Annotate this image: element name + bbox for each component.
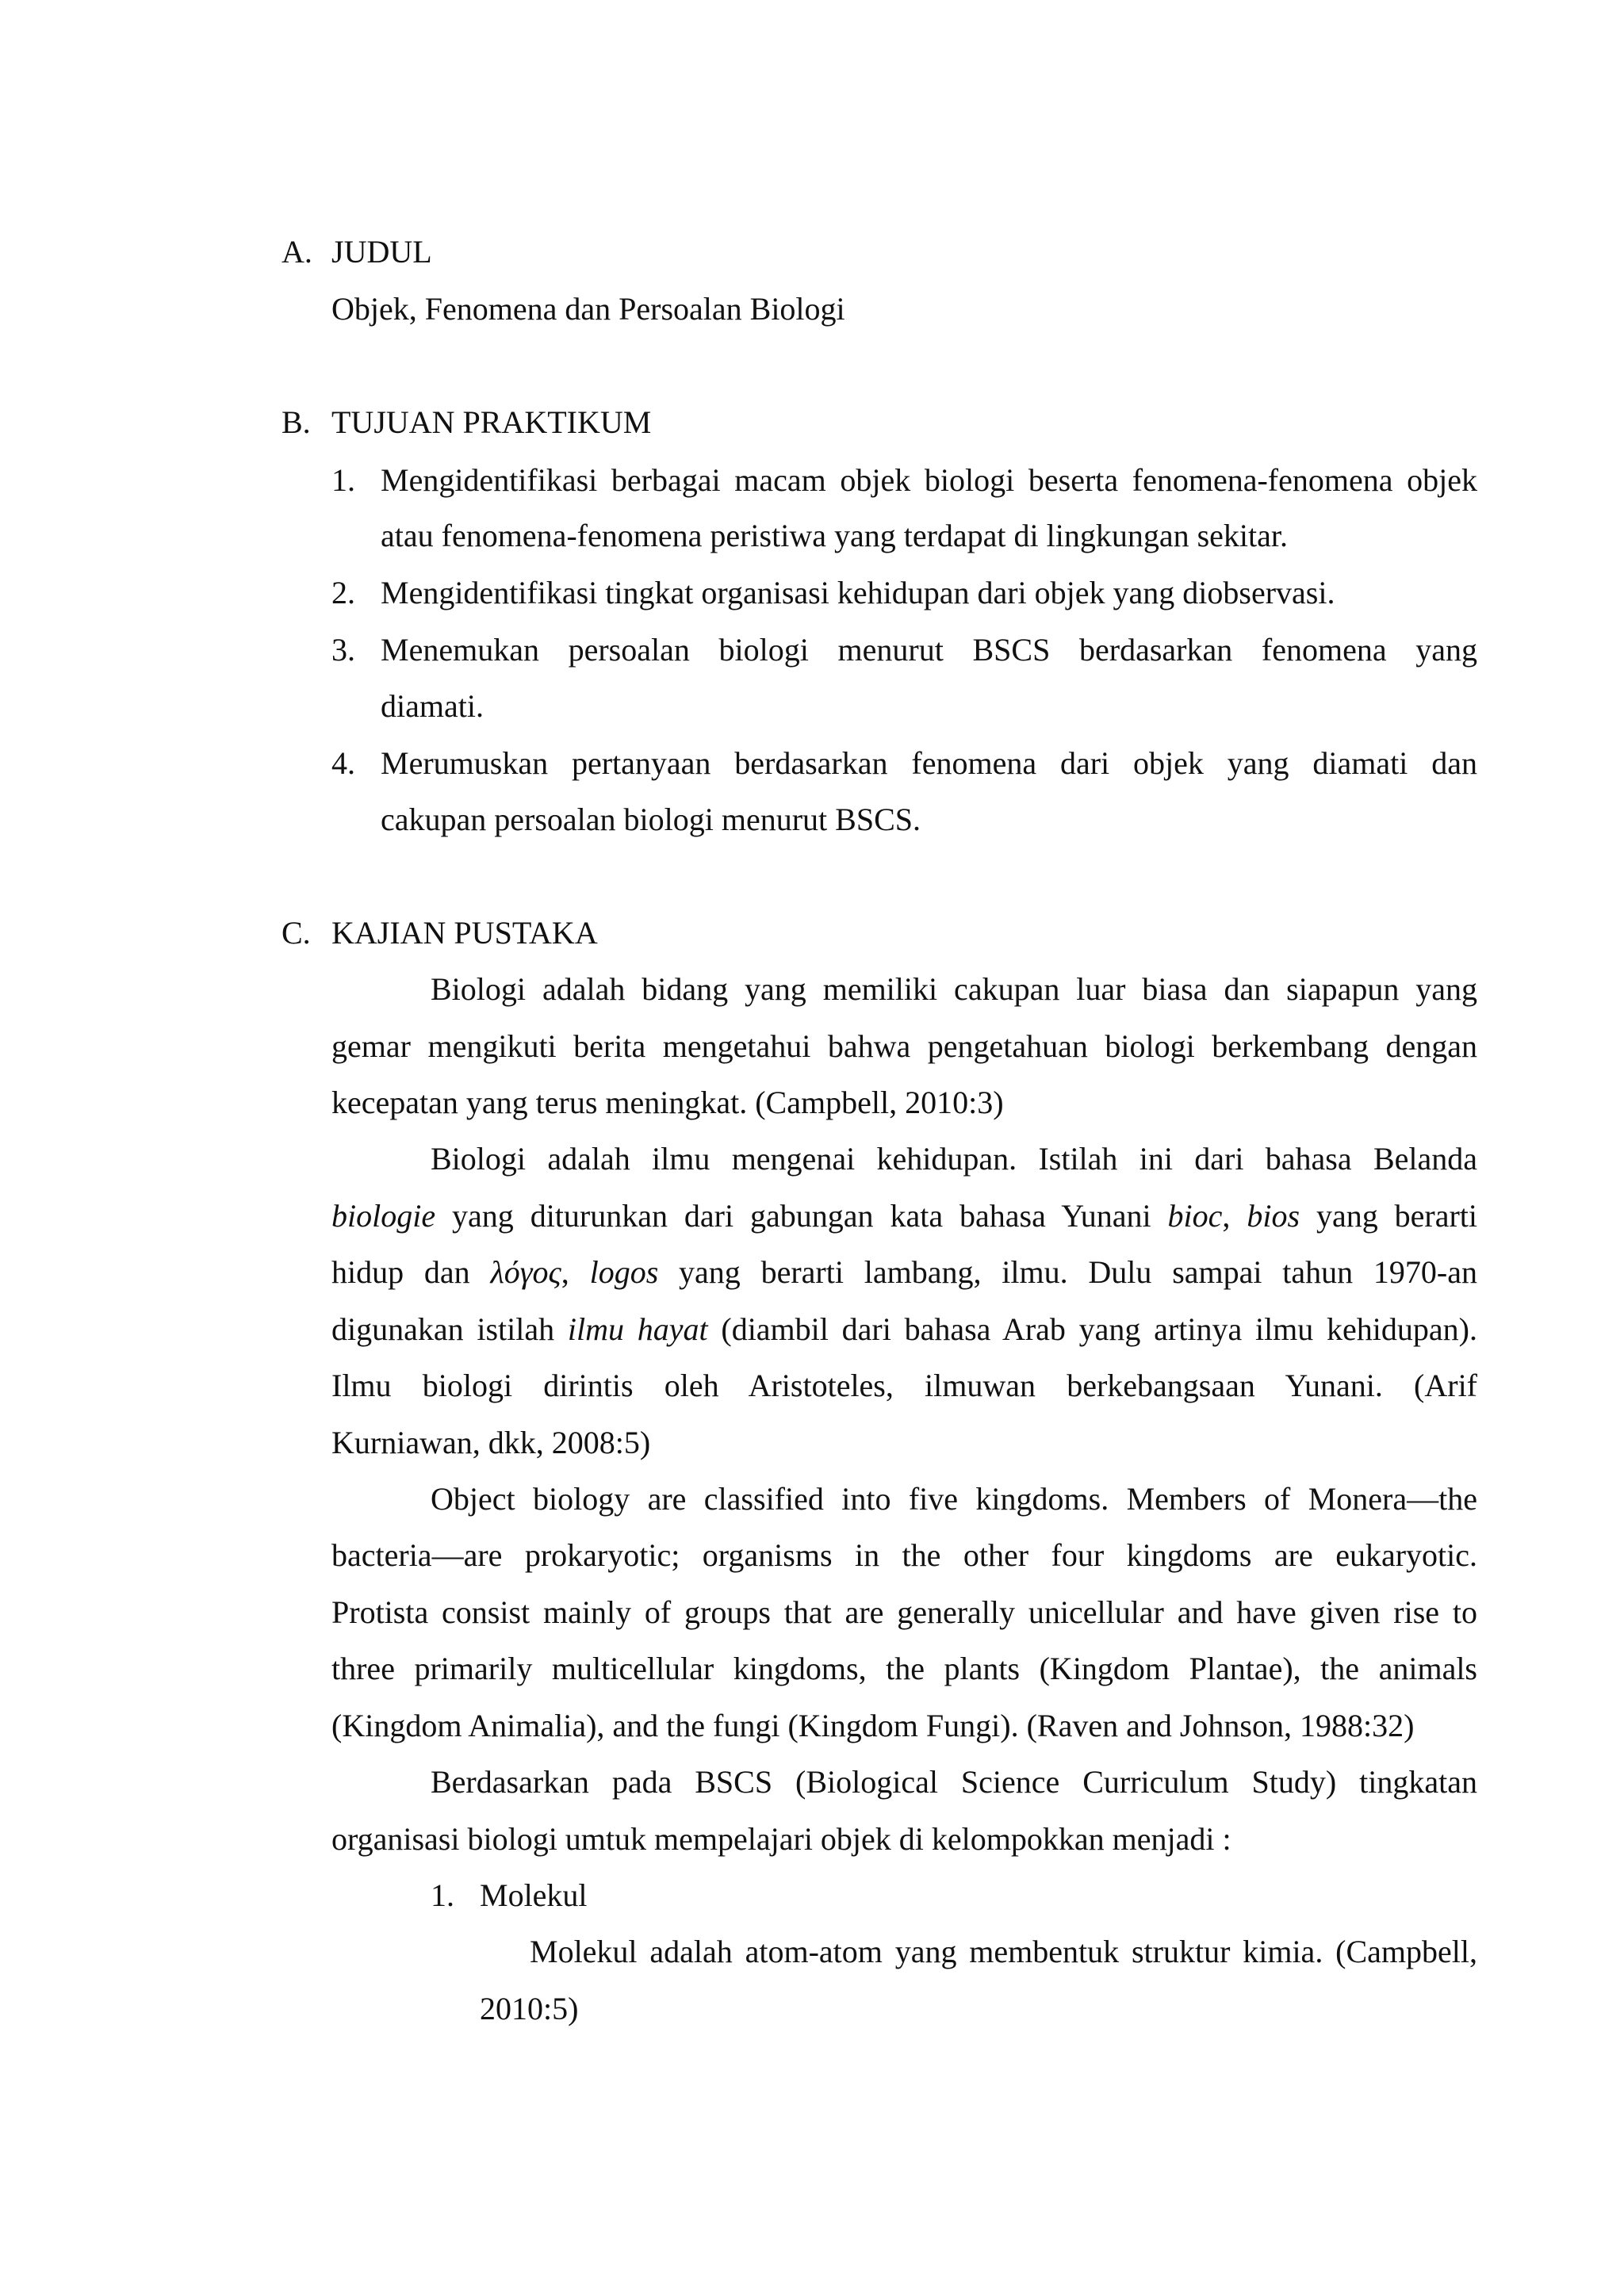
paragraph-3-line-4: three primarily multicellular kingdoms, the plants (Kingdom Plantae), the animals xyxy=(331,1651,1477,1686)
paragraph-1-line-3: kecepatan yang terus meningkat. (Campbell, 2010:3) xyxy=(331,1085,1004,1120)
paragraph-2-line-3: hidup dan λόγος, logos yang berarti lambang, ilmu. Dulu sampai tahun 1970-an xyxy=(331,1254,1478,1290)
section-c-label: C. xyxy=(282,915,311,951)
paragraph-3-line-3: Protista consist mainly of groups that are generally unicellular and have given rise to xyxy=(331,1594,1477,1630)
paragraph-1-line-2: gemar mengikuti berita mengetahui bahwa pengetahuan biologi berkembang dengan xyxy=(331,1028,1477,1064)
objective-4-line-2: cakupan persoalan biologi menurut BSCS. xyxy=(381,802,921,837)
section-c-heading: KAJIAN PUSTAKA xyxy=(331,915,598,951)
section-b-heading: TUJUAN PRAKTIKUM xyxy=(331,404,652,440)
paragraph-2-line-6: Kurniawan, dkk, 2008:5) xyxy=(331,1425,651,1460)
objective-3-number: 3. xyxy=(331,632,355,668)
objective-1-number: 1. xyxy=(331,462,355,498)
paragraph-2-line-2: biologie yang diturunkan dari gabungan kata bahasa Yunani bioc, bios yang berarti xyxy=(331,1198,1477,1234)
section-a-label: A. xyxy=(282,234,312,270)
paragraph-1-line-1: Biologi adalah bidang yang memiliki cakupan luar biasa dan siapapun yang xyxy=(431,971,1477,1007)
section-a-heading: JUDUL xyxy=(331,234,432,270)
paragraph-3-line-2: bacteria—are prokaryotic; organisms in the other four kingdoms are eukaryotic. xyxy=(331,1537,1477,1573)
section-b-label: B. xyxy=(282,404,311,440)
objective-4-line-1: Merumuskan pertanyaan berdasarkan fenomena dari objek yang diamati dan xyxy=(381,745,1477,781)
paragraph-3-line-5: (Kingdom Animalia), and the fungi (Kingdom Fungi). (Raven and Johnson, 1988:32) xyxy=(331,1708,1415,1743)
paragraph-4-line-1: Berdasarkan pada BSCS (Biological Science Curriculum Study) tingkatan xyxy=(431,1764,1477,1800)
paragraph-3-line-1: Object biology are classified into five kingdoms. Members of Monera—the xyxy=(431,1481,1477,1517)
sub-item-1-heading: Molekul xyxy=(480,1877,588,1913)
sub-item-1-line-2: 2010:5) xyxy=(480,1991,579,2026)
term-ilmu-hayat: ilmu hayat xyxy=(567,1311,708,1347)
term-bios: bios xyxy=(1247,1198,1300,1234)
objective-1-line-2: atau fenomena-fenomena peristiwa yang terdapat di lingkungan sekitar. xyxy=(381,518,1289,553)
paragraph-4-line-2: organisasi biologi umtuk mempelajari objek di kelompokkan menjadi : xyxy=(331,1821,1231,1857)
paragraph-2-line-5: Ilmu biologi dirintis oleh Aristoteles, ilmuwan berkebangsaan Yunani. (Arif xyxy=(331,1368,1477,1403)
objective-1-line-1: Mengidentifikasi berbagai macam objek biologi beserta fenomena-fenomena objek xyxy=(381,462,1477,498)
sub-item-1-line-1: Molekul adalah atom-atom yang membentuk struktur kimia. (Campbell, xyxy=(530,1934,1477,1969)
term-biologie: biologie xyxy=(331,1198,436,1234)
objective-2-number: 2. xyxy=(331,575,355,610)
objective-2-line-1: Mengidentifikasi tingkat organisasi kehidupan dari objek yang diobservasi. xyxy=(381,575,1335,610)
objective-3-line-1: Menemukan persoalan biologi menurut BSCS berdasarkan fenomena yang xyxy=(381,632,1477,668)
paragraph-2-line-1: Biologi adalah ilmu mengenai kehidupan. Istilah ini dari bahasa Belanda xyxy=(431,1141,1477,1177)
sub-item-1-number: 1. xyxy=(431,1877,454,1913)
objective-4-number: 4. xyxy=(331,745,355,781)
objective-3-line-2: diamati. xyxy=(381,688,484,724)
paragraph-2-line-4: digunakan istilah ilmu hayat (diambil dari bahasa Arab yang artinya ilmu kehidupan). xyxy=(331,1311,1477,1347)
term-logos: logos xyxy=(589,1254,659,1290)
term-bioc: bioc xyxy=(1167,1198,1223,1234)
section-a-title: Objek, Fenomena dan Persoalan Biologi xyxy=(331,291,845,327)
term-logos-greek: λόγος xyxy=(490,1254,561,1290)
